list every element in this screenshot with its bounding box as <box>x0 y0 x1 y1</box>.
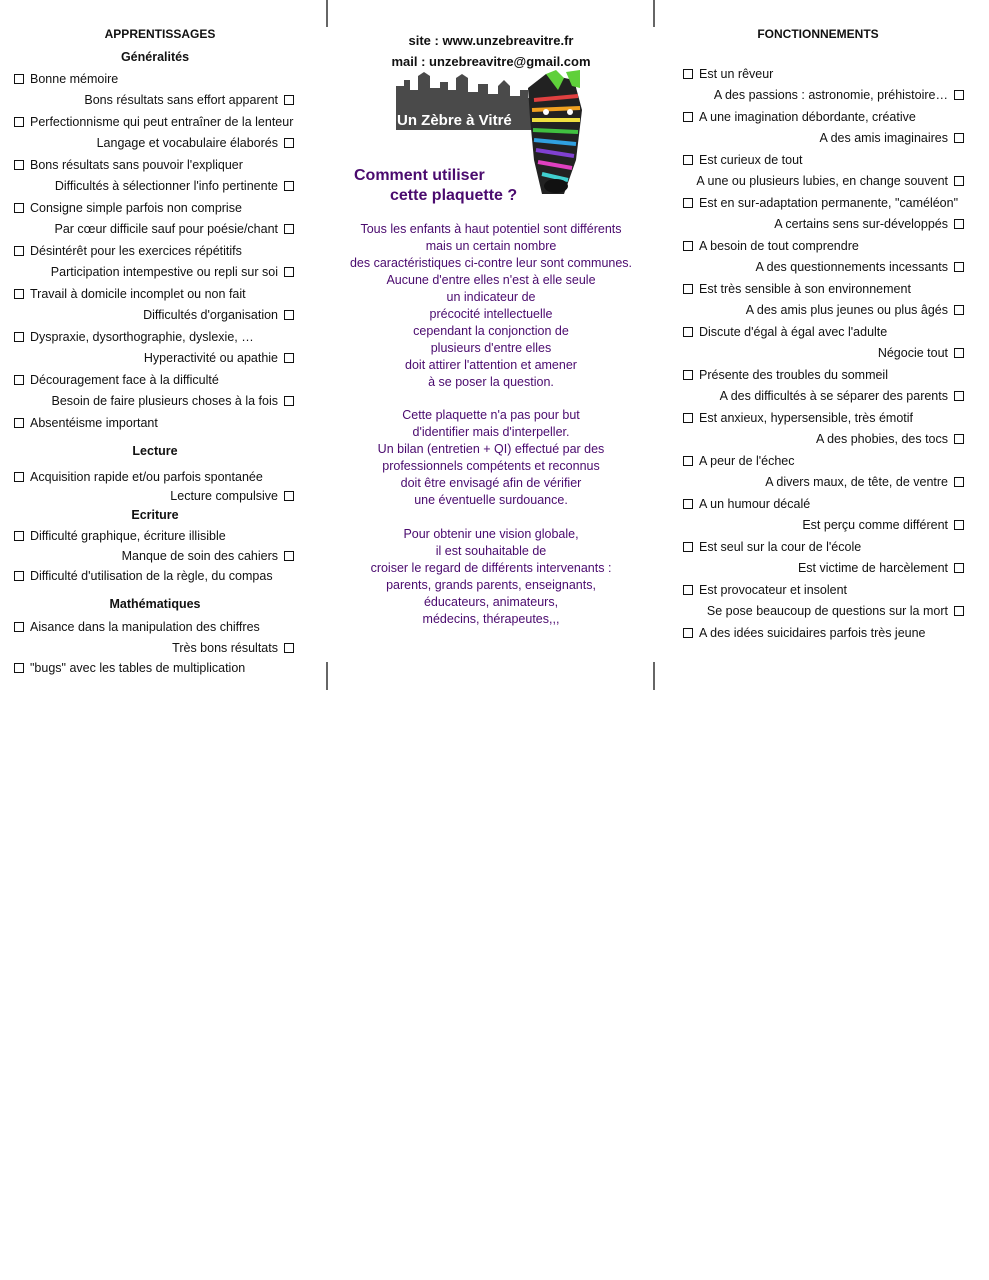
checklist-item[interactable]: Difficulté d'utilisation de la règle, du compas <box>14 568 273 584</box>
checklist-item[interactable]: A certains sens sur-développés <box>774 216 964 232</box>
apprentissages-heading: APPRENTISSAGES <box>104 27 216 41</box>
checklist-item[interactable]: A des idées suicidaires parfois très jeune <box>683 625 926 641</box>
checkbox[interactable] <box>683 112 693 122</box>
checkbox[interactable] <box>954 219 964 229</box>
checklist-item[interactable]: Négocie tout <box>878 345 964 361</box>
checkbox[interactable] <box>954 434 964 444</box>
checklist-item[interactable]: Dyspraxie, dysorthographie, dyslexie, … <box>14 329 254 345</box>
checklist-item[interactable]: Acquisition rapide et/ou parfois spontanée <box>14 469 263 485</box>
checkbox[interactable] <box>954 477 964 487</box>
checkbox[interactable] <box>683 69 693 79</box>
checkbox[interactable] <box>14 289 24 299</box>
checkbox[interactable] <box>954 90 964 100</box>
checklist-item[interactable]: Est très sensible à son environnement <box>683 281 911 297</box>
checkbox[interactable] <box>14 375 24 385</box>
paragraph-global-vision: Pour obtenir une vision globale, il est souhaitable de croiser le regard de différents intervenants : parents, grands parents, enseignants, éducateurs, animateurs, médecins, thérapeutes,,, <box>370 527 612 626</box>
checklist-item[interactable]: Travail à domicile incomplet ou non fait <box>14 286 246 302</box>
section-generalites: Généralités <box>120 50 190 64</box>
checklist-item[interactable]: Difficulté graphique, écriture illisible <box>14 528 226 544</box>
checklist-item[interactable]: Se pose beaucoup de questions sur la mort <box>707 603 964 619</box>
checklist-item[interactable]: Besoin de faire plusieurs choses à la fois <box>51 393 294 409</box>
checkbox[interactable] <box>14 531 24 541</box>
checklist-item[interactable]: Est un rêveur <box>683 66 773 82</box>
checkbox[interactable] <box>683 499 693 509</box>
checkbox[interactable] <box>14 571 24 581</box>
checklist-item[interactable]: Bons résultats sans pouvoir l'expliquer <box>14 157 243 173</box>
checklist-item[interactable]: Aisance dans la manipulation des chiffres <box>14 619 260 635</box>
checklist-item[interactable]: Est curieux de tout <box>683 152 803 168</box>
checklist-item[interactable]: A des phobies, des tocs <box>816 431 964 447</box>
checkbox[interactable] <box>284 138 294 148</box>
checkbox[interactable] <box>14 160 24 170</box>
checkbox[interactable] <box>14 418 24 428</box>
paragraph-purpose: Cette plaquette n'a pas pour but d'identifier mais d'interpeller. Un bilan (entretien + QI) effectué par des professionnels compétents et reconnus doit être envisagé afin de vérifier une éventuelle surdouance. <box>377 408 605 507</box>
checkbox[interactable] <box>954 391 964 401</box>
checkbox[interactable] <box>683 413 693 423</box>
checklist-item[interactable]: A une ou plusieurs lubies, en change souvent <box>696 173 964 189</box>
checklist-item[interactable]: Est provocateur et insolent <box>683 582 847 598</box>
checkbox[interactable] <box>284 224 294 234</box>
checkbox[interactable] <box>683 456 693 466</box>
checklist-item[interactable]: Manque de soin des cahiers <box>122 548 294 564</box>
checkbox[interactable] <box>954 262 964 272</box>
checkbox[interactable] <box>683 284 693 294</box>
checkbox[interactable] <box>14 622 24 632</box>
checklist-item[interactable]: Est anxieux, hypersensible, très émotif <box>683 410 913 426</box>
checklist-item[interactable]: A divers maux, de tête, de ventre <box>765 474 964 490</box>
checkbox[interactable] <box>14 246 24 256</box>
fold-mark-bottom-left <box>326 662 328 690</box>
checklist-item[interactable]: Perfectionnisme qui peut entraîner de la lenteur <box>14 114 293 130</box>
checklist-item[interactable]: Est en sur-adaptation permanente, "caméléon" <box>683 195 958 211</box>
checklist-item[interactable]: A des passions : astronomie, préhistoire… <box>714 87 964 103</box>
checkbox[interactable] <box>284 491 294 501</box>
checkbox[interactable] <box>683 542 693 552</box>
checkbox[interactable] <box>284 267 294 277</box>
checkbox[interactable] <box>683 327 693 337</box>
checklist-item[interactable]: Langage et vocabulaire élaborés <box>97 135 294 151</box>
checkbox[interactable] <box>954 133 964 143</box>
checklist-item[interactable]: Est victime de harcèlement <box>798 560 964 576</box>
checkbox[interactable] <box>284 551 294 561</box>
checklist-item[interactable]: "bugs" avec les tables de multiplication <box>14 660 245 676</box>
paragraph-intro: Tous les enfants à haut potentiel sont différents mais un certain nombre des caractéristiques ci-contre leur sont communes. Aucune d'entre elles n'est à elle seule un indicateur de précocité intellectuelle cependant la conjonction de plusieurs d'entre elles doit attirer l'attention et amener à se poser la question. <box>349 222 633 389</box>
site-url[interactable]: site : www.unzebreavitre.fr <box>408 33 574 48</box>
checkbox[interactable] <box>284 310 294 320</box>
checklist-item[interactable]: A peur de l'échec <box>683 453 795 469</box>
checklist-item[interactable]: Discute d'égal à égal avec l'adulte <box>683 324 887 340</box>
checkbox[interactable] <box>14 332 24 342</box>
checkbox[interactable] <box>954 520 964 530</box>
logo-text: Un Zèbre à Vitré <box>397 112 512 129</box>
checkbox[interactable] <box>284 396 294 406</box>
fold-mark-top-right <box>653 0 655 27</box>
checklist-item[interactable]: Difficultés d'organisation <box>143 307 294 323</box>
checkbox[interactable] <box>14 663 24 673</box>
checklist-item[interactable]: Lecture compulsive <box>170 488 294 504</box>
mail-address[interactable]: mail : unzebreavitre@gmail.com <box>391 54 591 69</box>
checkbox[interactable] <box>954 176 964 186</box>
checklist-item[interactable]: Bons résultats sans effort apparent <box>84 92 294 108</box>
checklist-item[interactable]: Découragement face à la difficulté <box>14 372 219 388</box>
checklist-item[interactable]: A un humour décalé <box>683 496 810 512</box>
checklist-item[interactable]: A des questionnements incessants <box>756 259 964 275</box>
checkbox[interactable] <box>954 563 964 573</box>
checklist-item[interactable]: Hyperactivité ou apathie <box>144 350 294 366</box>
checklist-item[interactable]: A besoin de tout comprendre <box>683 238 859 254</box>
fold-mark-bottom-right <box>653 662 655 690</box>
checkbox[interactable] <box>683 628 693 638</box>
checklist-item[interactable]: Est perçu comme différent <box>802 517 964 533</box>
checklist-item[interactable]: A des amis plus jeunes ou plus âgés <box>746 302 964 318</box>
section-mathematiques: Mathématiques <box>109 597 201 611</box>
checkbox[interactable] <box>14 117 24 127</box>
checklist-item[interactable]: Bonne mémoire <box>14 71 118 87</box>
checklist-item[interactable]: Très bons résultats <box>172 640 294 656</box>
checkbox[interactable] <box>14 74 24 84</box>
checklist-item[interactable]: Désintérêt pour les exercices répétitifs <box>14 243 242 259</box>
checkbox[interactable] <box>14 472 24 482</box>
checkbox[interactable] <box>954 348 964 358</box>
checkbox[interactable] <box>683 585 693 595</box>
checkbox[interactable] <box>683 241 693 251</box>
checkbox[interactable] <box>284 353 294 363</box>
fonctionnements-heading: FONCTIONNEMENTS <box>757 27 879 41</box>
checklist-item[interactable]: Difficultés à sélectionner l'info pertinente <box>55 178 294 194</box>
checklist-item[interactable]: Est seul sur la cour de l'école <box>683 539 861 555</box>
section-ecriture: Ecriture <box>131 508 179 522</box>
checkbox[interactable] <box>954 606 964 616</box>
checklist-item[interactable]: A des amis imaginaires <box>819 130 964 146</box>
checkbox[interactable] <box>284 95 294 105</box>
section-lecture: Lecture <box>132 444 178 458</box>
checkbox[interactable] <box>683 155 693 165</box>
checkbox[interactable] <box>954 305 964 315</box>
checklist-item[interactable]: Présente des troubles du sommeil <box>683 367 888 383</box>
checklist-item[interactable]: A des difficultés à se séparer des parents <box>720 388 964 404</box>
checkbox[interactable] <box>14 203 24 213</box>
checklist-item[interactable]: Absentéisme important <box>14 415 158 431</box>
checkbox[interactable] <box>683 370 693 380</box>
checklist-item[interactable]: Par cœur difficile sauf pour poésie/chant <box>55 221 295 237</box>
checkbox[interactable] <box>284 643 294 653</box>
how-to-title: Comment utiliser cette plaquette ? <box>354 167 518 204</box>
checklist-item[interactable]: Consigne simple parfois non comprise <box>14 200 242 216</box>
checklist-item[interactable]: Participation intempestive ou repli sur soi <box>51 264 294 280</box>
checklist-item[interactable]: A une imagination débordante, créative <box>683 109 916 125</box>
checkbox[interactable] <box>683 198 693 208</box>
checkbox[interactable] <box>284 181 294 191</box>
fold-mark-top-left <box>326 0 328 27</box>
